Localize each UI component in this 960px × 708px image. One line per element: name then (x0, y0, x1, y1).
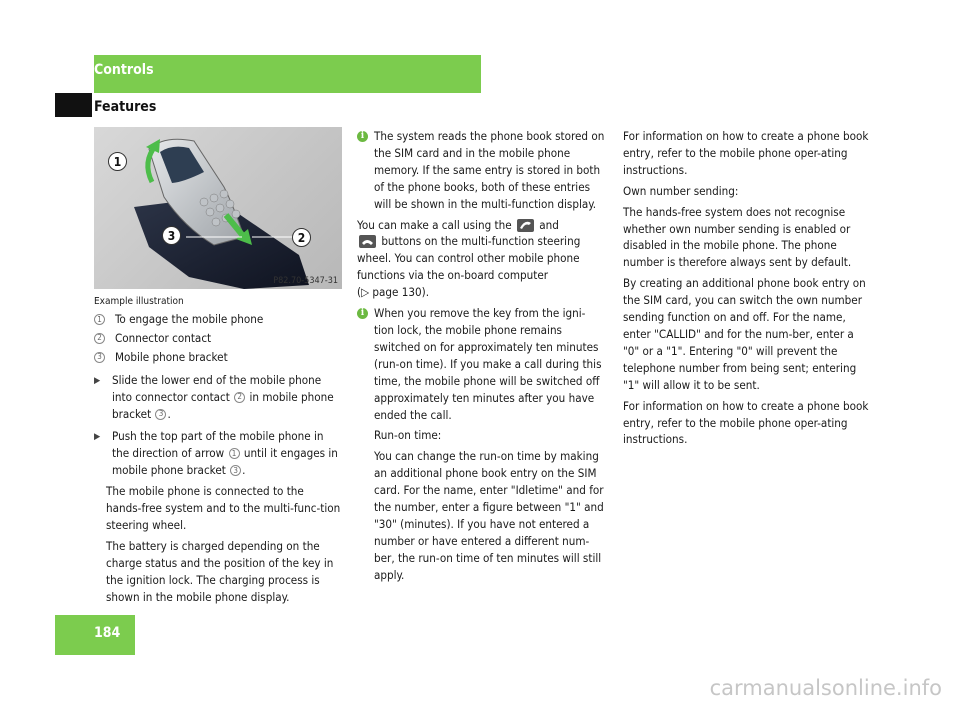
section-title: Controls (94, 62, 154, 78)
legend-number: 3 (94, 352, 105, 363)
phone-pickup-icon (517, 219, 534, 232)
step-arrow-icon: ▶ (94, 432, 101, 443)
paragraph: The hands-free system does not recognise whether own number sending is enabled or disabled in the mobile phone. The phone number is therefore always sent by default. (623, 204, 852, 270)
legend-number: 1 (94, 314, 105, 325)
callout-3: 3 (162, 226, 181, 245)
legend-number: 2 (94, 333, 105, 344)
step-text: Push the top part of the mobile phone in the direction of arrow (112, 429, 324, 461)
text: buttons on the multi-function steering wheel. You can control other mobile phone functions via the on-board computer (357, 234, 581, 283)
step-text: Slide the lower end of the mobile phone into connector contact (112, 372, 322, 404)
legend-item (94, 349, 342, 366)
phone-hangup-icon (359, 235, 376, 248)
paragraph: The mobile phone is connected to the hands-free system and to the multi-func-tion steering wheel. (106, 484, 341, 532)
figure-photo (94, 127, 342, 289)
step-2 (94, 428, 342, 479)
watermark: carmanualsonline.info (709, 676, 942, 700)
page-reference: (▷ page 130). (357, 285, 430, 300)
legend-item (94, 311, 342, 328)
paragraph: For information on how to create a phone book entry, refer to the mobile phone oper-ating instructions. (623, 398, 869, 447)
ref-number: 3 (230, 465, 241, 476)
step-text: . (167, 406, 171, 421)
note-text: The system reads the phone book stored on the SIM card and in the mobile phone memory. If the same entry is stored in both of the phone books, both of these entries will be shown in the multi-function display. (374, 129, 605, 211)
legend-text: To engage the mobile phone (115, 312, 264, 326)
info-icon: i (357, 308, 368, 319)
subheading: Run-on time: (374, 428, 442, 443)
ref-number: 2 (234, 392, 245, 403)
paragraph (357, 217, 605, 302)
column-1 (94, 296, 342, 610)
page-number: 184 (94, 625, 121, 641)
step-text: . (242, 463, 246, 478)
callout-1: 1 (108, 152, 127, 171)
info-note (357, 305, 605, 584)
ref-number: 1 (229, 448, 240, 459)
callout-2: 2 (292, 228, 311, 247)
subheading: Own number sending: (623, 183, 739, 198)
header-marker (55, 93, 92, 117)
figure-caption: Example illustration (94, 296, 184, 307)
paragraph: By creating an additional phone book entry on the SIM card, you can switch the own number sending function on and off. For the name, enter "CALLID" and for the num-ber, enter a "0" or a "1". Entering "0" will prevent the telephone number from being sent; entering "1" will allow it to be sent. (623, 276, 866, 392)
legend-text: Connector contact (115, 330, 212, 345)
info-note (357, 128, 605, 213)
phone-bracket-illustration (94, 127, 342, 289)
ref-number: 3 (155, 409, 166, 420)
paragraph: For information on how to create a phone book entry, refer to the mobile phone oper-ating instructions. (623, 129, 869, 177)
note-text: When you remove the key from the igni-tion lock, the mobile phone remains switched on for approximately ten minutes (run-on time). If you make a call during this time, the mobile phone will be switched off approximately ten minutes after you have ended the call. (374, 306, 602, 422)
text: You can make a call using the (357, 217, 512, 232)
legend-text: Mobile phone bracket (115, 349, 228, 364)
note-text: You can change the run-on time by making an additional phone book entry on the SIM card. For the name, enter "Idletime" and for the number, enter a figure between "1" and "30" (minutes). If you have not entered a number or have entered a different num-ber, the run-on time of ten minutes will still apply. (374, 449, 604, 582)
text: and (539, 217, 559, 232)
photo-id: P82.70-5347-31 (273, 276, 338, 286)
step-arrow-icon: ▶ (94, 375, 101, 386)
step-1 (94, 372, 342, 423)
column-2 (357, 128, 605, 588)
legend-item (94, 330, 342, 347)
step-text: in mobile phone bracket (112, 389, 334, 421)
paragraph: The battery is charged depending on the charge status and the position of the key in the ignition lock. The charging process is shown in the mobile phone display. (106, 538, 334, 604)
info-icon: i (357, 131, 368, 142)
step-text: until it engages in mobile phone bracket (112, 446, 338, 478)
page-title: Features (94, 99, 157, 115)
column-3 (623, 128, 871, 452)
